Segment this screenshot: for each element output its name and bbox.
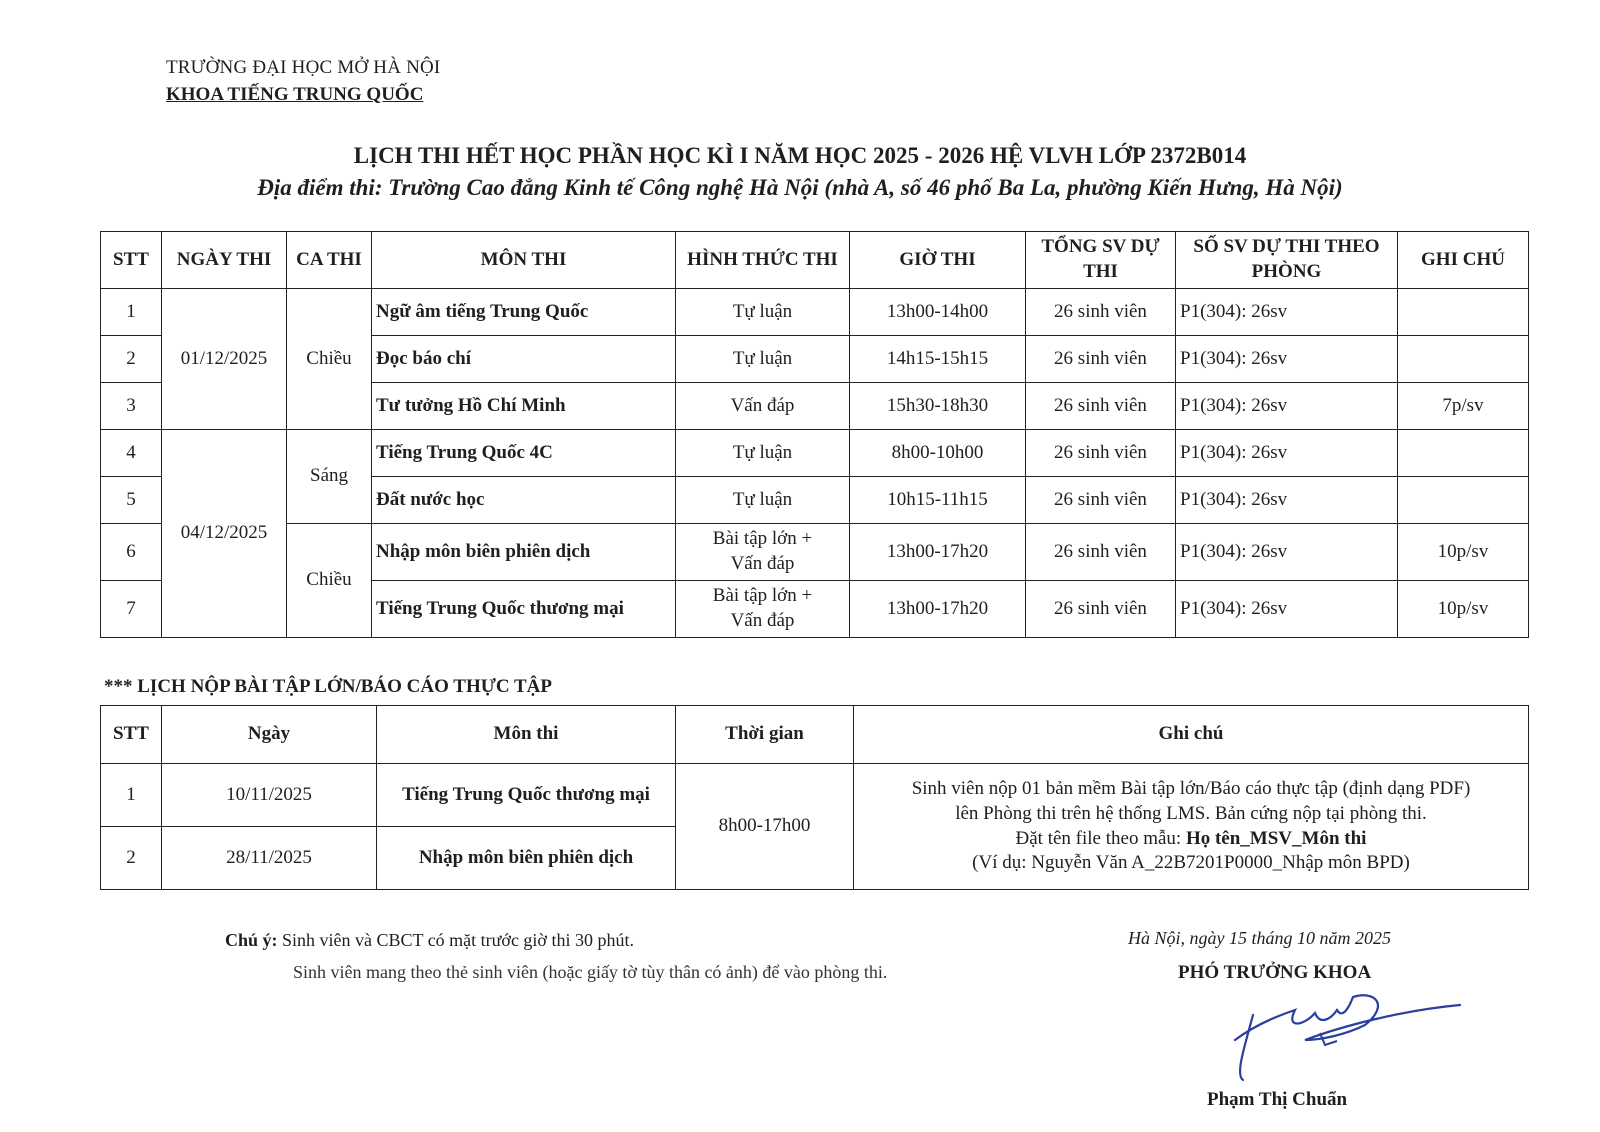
cell-room: P1(304): 26sv xyxy=(1176,581,1398,638)
cell-date: 04/12/2025 xyxy=(162,430,287,638)
cell-note xyxy=(1398,336,1529,383)
note-line: lên Phòng thi trên hệ thống LMS. Bản cứng nộp tại phòng thi. xyxy=(955,802,1427,824)
note-text: Sinh viên và CBCT có mặt trước giờ thi 30 phút. xyxy=(277,930,634,950)
cell-room: P1(304): 26sv xyxy=(1176,336,1398,383)
cell-note: 10p/sv xyxy=(1398,524,1529,581)
cell-form: Tự luận xyxy=(676,289,850,336)
cell-form: Tự luận xyxy=(676,430,850,477)
note-line: Sinh viên mang theo thẻ sinh viên (hoặc giấy tờ tùy thân có ảnh) để vào phòng thi. xyxy=(293,962,888,982)
submission-table xyxy=(100,705,1529,890)
header-room: SỐ SV DỰ THI THEO PHÒNG xyxy=(1176,232,1398,289)
cell-note xyxy=(1398,289,1529,336)
cell-stt: 1 xyxy=(101,289,162,336)
table-row xyxy=(101,289,1529,336)
cell-form: Tự luận xyxy=(676,477,850,524)
cell-stt: 3 xyxy=(101,383,162,430)
note-line xyxy=(858,827,1524,852)
table-header-row xyxy=(101,706,1529,764)
note-line: Sinh viên nộp 01 bản mềm Bài tập lớn/Báo cáo thực tập (định dạng PDF) xyxy=(911,778,1471,800)
cell-total: 26 sinh viên xyxy=(1026,581,1176,638)
cell-total: 26 sinh viên xyxy=(1026,336,1176,383)
cell-subject: Ngữ âm tiếng Trung Quốc xyxy=(372,289,676,336)
cell-date: 10/11/2025 xyxy=(162,764,377,827)
cell-subject: Tư tưởng Hồ Chí Minh xyxy=(372,383,676,430)
cell-session: Chiều xyxy=(287,524,372,638)
cell-time: 13h00-17h20 xyxy=(850,524,1026,581)
cell-form xyxy=(676,524,850,581)
cell-total: 26 sinh viên xyxy=(1026,430,1176,477)
cell-stt: 4 xyxy=(101,430,162,477)
cell-subject: Tiếng Trung Quốc thương mại xyxy=(372,581,676,638)
header-date: NGÀY THI xyxy=(162,232,287,289)
note-line: (Ví dụ: Nguyễn Văn A_22B7201P0000_Nhập môn BPD) xyxy=(972,852,1410,874)
note-name-pattern: Họ tên_MSV_Môn thi xyxy=(1185,827,1367,849)
cell-note xyxy=(854,764,1529,890)
cell-total: 26 sinh viên xyxy=(1026,289,1176,336)
cell-total: 26 sinh viên xyxy=(1026,383,1176,430)
dept-name: KHOA TIẾNG TRUNG QUỐC xyxy=(166,84,424,105)
cell-form-line: Vấn đáp xyxy=(730,553,795,574)
cell-stt: 6 xyxy=(101,524,162,581)
table-row xyxy=(101,430,1529,477)
org-name: TRƯỜNG ĐẠI HỌC MỞ HÀ NỘI xyxy=(166,57,441,78)
cell-subject: Tiếng Trung Quốc 4C xyxy=(372,430,676,477)
header-time: Thời gian xyxy=(676,706,854,764)
cell-room: P1(304): 26sv xyxy=(1176,524,1398,581)
cell-stt: 2 xyxy=(101,336,162,383)
cell-room: P1(304): 26sv xyxy=(1176,477,1398,524)
cell-form-line: Bài tập lớn + xyxy=(712,585,813,607)
cell-note: 10p/sv xyxy=(1398,581,1529,638)
submission-heading: *** LỊCH NỘP BÀI TẬP LỚN/BÁO CÁO THỰC TẬP xyxy=(104,676,552,697)
cell-subject: Nhập môn biên phiên dịch xyxy=(372,524,676,581)
cell-room: P1(304): 26sv xyxy=(1176,430,1398,477)
header-note: GHI CHÚ xyxy=(1398,232,1529,289)
cell-subject: Nhập môn biên phiên dịch xyxy=(377,827,676,890)
header-stt: STT xyxy=(101,706,162,764)
cell-time: 8h00-17h00 xyxy=(676,764,854,890)
cell-time: 15h30-18h30 xyxy=(850,383,1026,430)
table-header-row xyxy=(101,232,1529,289)
header-subject: MÔN THI xyxy=(372,232,676,289)
cell-note xyxy=(1398,477,1529,524)
cell-subject: Đất nước học xyxy=(372,477,676,524)
table-row xyxy=(101,764,1529,827)
cell-stt: 1 xyxy=(101,764,162,827)
document-title: LỊCH THI HẾT HỌC PHẦN HỌC KÌ I NĂM HỌC 2025 - 2026 HỆ VLVH LỚP 2372B014 xyxy=(353,143,1247,168)
exam-location: Địa điểm thi: Trường Cao đẳng Kinh tế Công nghệ Hà Nội (nhà A, số 46 phố Ba La, phường Kiến Hưng, Hà Nội) xyxy=(257,175,1343,200)
note-label: Chú ý: xyxy=(225,930,278,950)
cell-stt: 2 xyxy=(101,827,162,890)
cell-date: 28/11/2025 xyxy=(162,827,377,890)
header-note: Ghi chú xyxy=(854,706,1529,764)
cell-form: Tự luận xyxy=(676,336,850,383)
header-time: GIỜ THI xyxy=(850,232,1026,289)
cell-total: 26 sinh viên xyxy=(1026,477,1176,524)
cell-time: 13h00-17h20 xyxy=(850,581,1026,638)
cell-form: Vấn đáp xyxy=(676,383,850,430)
signature-mark xyxy=(1225,985,1465,1085)
cell-note: 7p/sv xyxy=(1398,383,1529,430)
table-row xyxy=(101,524,1529,581)
cell-form-line: Bài tập lớn + xyxy=(712,528,813,550)
cell-time: 14h15-15h15 xyxy=(850,336,1026,383)
cell-time: 10h15-11h15 xyxy=(850,477,1026,524)
cell-form xyxy=(676,581,850,638)
cell-session: Sáng xyxy=(287,430,372,524)
header-subject: Môn thi xyxy=(377,706,676,764)
cell-session: Chiều xyxy=(287,289,372,430)
cell-room: P1(304): 26sv xyxy=(1176,383,1398,430)
cell-subject: Tiếng Trung Quốc thương mại xyxy=(377,764,676,827)
cell-total: 26 sinh viên xyxy=(1026,524,1176,581)
header-form: HÌNH THỨC THI xyxy=(676,232,850,289)
cell-subject: Đọc báo chí xyxy=(372,336,676,383)
cell-room: P1(304): 26sv xyxy=(1176,289,1398,336)
exam-schedule-table xyxy=(100,231,1529,638)
sign-date: Hà Nội, ngày 15 tháng 10 năm 2025 xyxy=(1128,928,1391,948)
cell-date: 01/12/2025 xyxy=(162,289,287,430)
cell-stt: 5 xyxy=(101,477,162,524)
cell-time: 8h00-10h00 xyxy=(850,430,1026,477)
header-total: TỔNG SV DỰ THI xyxy=(1026,232,1176,289)
note-line xyxy=(225,930,634,951)
sign-role: PHÓ TRƯỞNG KHOA xyxy=(1178,962,1372,983)
cell-note xyxy=(1398,430,1529,477)
signer-name: Phạm Thị Chuẩn xyxy=(1207,1089,1348,1110)
cell-stt: 7 xyxy=(101,581,162,638)
note-name-prefix: Đặt tên file theo mẫu: xyxy=(1015,827,1186,849)
cell-form-line: Vấn đáp xyxy=(730,610,795,631)
cell-time: 13h00-14h00 xyxy=(850,289,1026,336)
header-date: Ngày xyxy=(162,706,377,764)
header-stt: STT xyxy=(101,232,162,289)
header-session: CA THI xyxy=(287,232,372,289)
